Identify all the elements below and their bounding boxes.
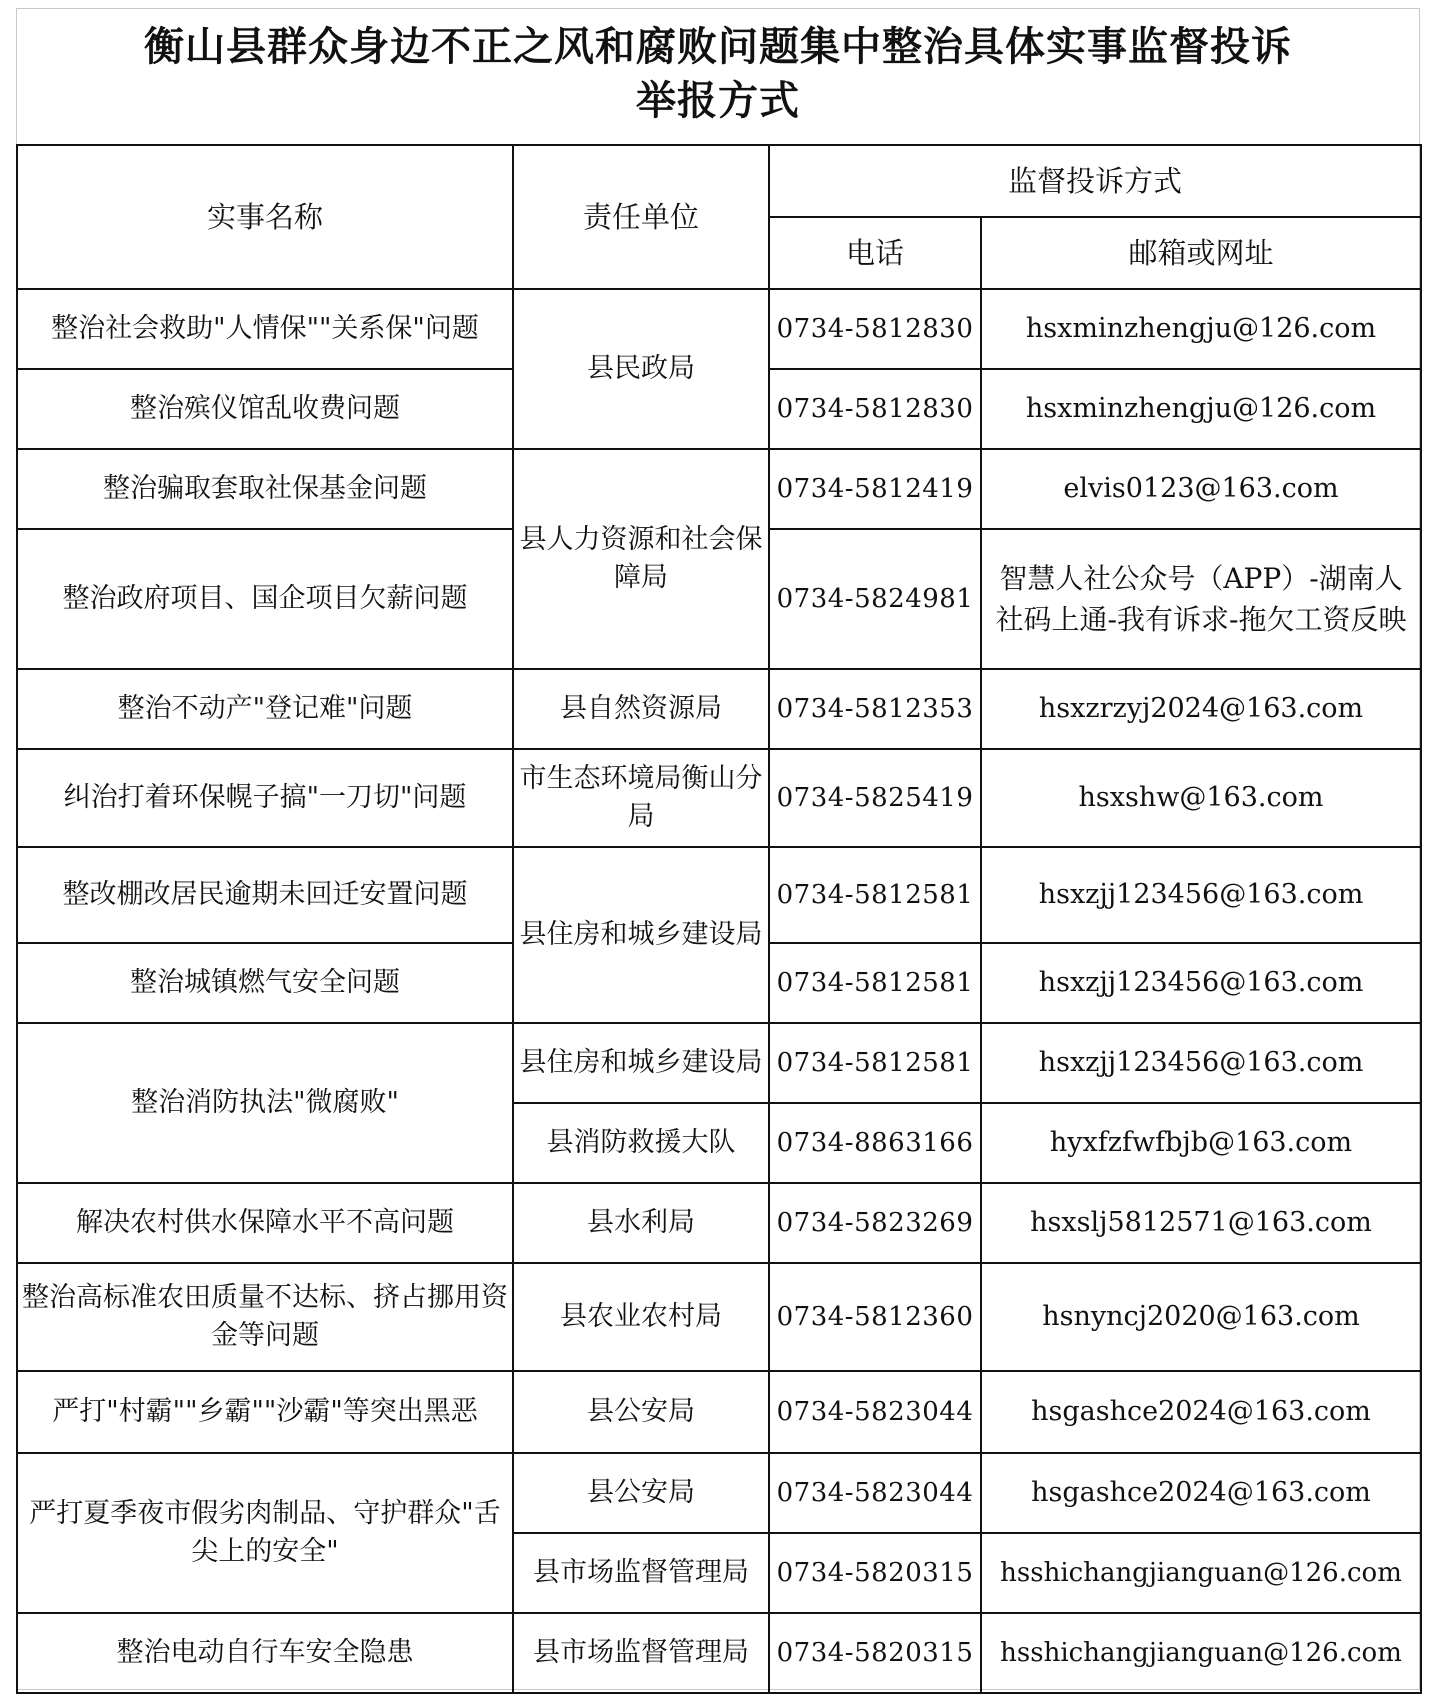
item-cell: 整治消防执法"微腐败" [17,1023,513,1183]
unit-cell: 县自然资源局 [513,669,769,749]
phone-cell: 0734-5812830 [769,289,981,369]
table-row [17,1023,1421,1103]
phone-cell: 0734-5812419 [769,449,981,529]
unit-cell: 县住房和城乡建设局 [513,847,769,1023]
phone-cell: 0734-5823044 [769,1453,981,1533]
phone-cell: 0734-5825419 [769,749,981,847]
title-line-2: 举报方式 [636,78,800,124]
header-item: 实事名称 [17,145,513,289]
unit-cell: 县市场监督管理局 [513,1613,769,1693]
unit-cell: 县人力资源和社会保障局 [513,449,769,669]
email-cell: hsxzjj123456@163.com [981,1023,1421,1103]
phone-cell: 0734-5823044 [769,1371,981,1453]
phone-cell: 0734-5812353 [769,669,981,749]
phone-cell: 0734-5812581 [769,1023,981,1103]
item-cell: 整治社会救助"人情保""关系保"问题 [17,289,513,369]
item-cell: 整治殡仪馆乱收费问题 [17,369,513,449]
email-cell: hsshichangjianguan@126.com [981,1613,1421,1693]
item-cell: 整治政府项目、国企项目欠薪问题 [17,529,513,669]
item-cell: 整治骗取套取社保基金问题 [17,449,513,529]
phone-cell: 0734-8863166 [769,1103,981,1183]
table-row [17,1183,1421,1263]
header-phone: 电话 [769,217,981,289]
email-cell: hyxfzfwfbjb@163.com [981,1103,1421,1183]
email-cell: hsshichangjianguan@126.com [981,1533,1421,1613]
table-row [17,449,1421,529]
table-row [17,669,1421,749]
email-cell: hsxzjj123456@163.com [981,847,1421,943]
phone-cell: 0734-5823269 [769,1183,981,1263]
header-email: 邮箱或网址 [981,217,1421,289]
email-cell: hsxslj5812571@163.com [981,1183,1421,1263]
header-row [17,145,1421,217]
email-cell: hsxminzhengju@126.com [981,369,1421,449]
item-cell: 严打"村霸""乡霸""沙霸"等突出黑恶 [17,1371,513,1453]
complaint-table [16,144,1422,1694]
unit-cell: 县住房和城乡建设局 [513,1023,769,1103]
phone-cell: 0734-5812360 [769,1263,981,1371]
email-cell: hsxshw@163.com [981,749,1421,847]
email-cell: hsxminzhengju@126.com [981,289,1421,369]
unit-cell: 县消防救援大队 [513,1103,769,1183]
phone-cell: 0734-5812581 [769,847,981,943]
document-title [16,20,1420,128]
email-cell: elvis0123@163.com [981,449,1421,529]
unit-cell: 县水利局 [513,1183,769,1263]
unit-cell: 县公安局 [513,1371,769,1453]
unit-cell: 县农业农村局 [513,1263,769,1371]
table-row [17,1453,1421,1533]
table-row [17,1371,1421,1453]
item-cell: 严打夏季夜市假劣肉制品、守护群众"舌尖上的安全" [17,1453,513,1613]
item-cell: 整治城镇燃气安全问题 [17,943,513,1023]
table-row [17,289,1421,369]
unit-cell: 县市场监督管理局 [513,1533,769,1613]
phone-cell: 0734-5820315 [769,1533,981,1613]
table-row [17,1263,1421,1371]
header-unit: 责任单位 [513,145,769,289]
unit-cell: 县民政局 [513,289,769,449]
email-cell: hsxzjj123456@163.com [981,943,1421,1023]
item-cell: 纠治打着环保幌子搞"一刀切"问题 [17,749,513,847]
table-row [17,847,1421,943]
item-cell: 整治高标准农田质量不达标、挤占挪用资金等问题 [17,1263,513,1371]
item-cell: 解决农村供水保障水平不高问题 [17,1183,513,1263]
header-complaint: 监督投诉方式 [769,145,1421,217]
item-cell: 整改棚改居民逾期未回迁安置问题 [17,847,513,943]
email-cell: hsnyncj2020@163.com [981,1263,1421,1371]
item-cell: 整治不动产"登记难"问题 [17,669,513,749]
title-line-1: 衡山县群众身边不正之风和腐败问题集中整治具体实事监督投诉 [144,24,1292,70]
email-cell: hsxzrzyj2024@163.com [981,669,1421,749]
phone-cell: 0734-5820315 [769,1613,981,1693]
item-cell: 整治电动自行车安全隐患 [17,1613,513,1693]
email-cell: 智慧人社公众号（APP）-湖南人社码上通-我有诉求-拖欠工资反映 [981,529,1421,669]
phone-cell: 0734-5812581 [769,943,981,1023]
unit-cell: 县公安局 [513,1453,769,1533]
email-cell: hsgashce2024@163.com [981,1371,1421,1453]
email-cell: hsgashce2024@163.com [981,1453,1421,1533]
phone-cell: 0734-5812830 [769,369,981,449]
table-row [17,1613,1421,1693]
unit-cell: 市生态环境局衡山分局 [513,749,769,847]
table-row [17,749,1421,847]
phone-cell: 0734-5824981 [769,529,981,669]
